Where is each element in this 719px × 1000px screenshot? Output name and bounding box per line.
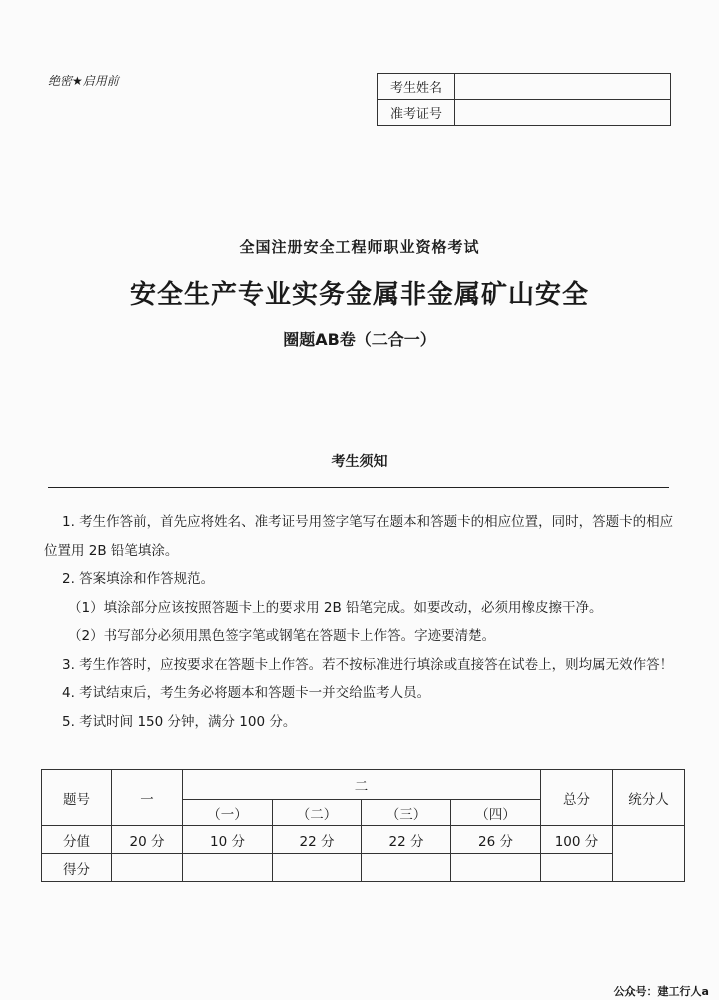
got-cell[interactable]	[183, 854, 273, 882]
got-cell[interactable]	[112, 854, 183, 882]
got-cell[interactable]	[273, 854, 362, 882]
instruction-item: （1）填涂部分应该按照答题卡上的要求用 2B 铅笔完成。如要改动，必须用橡皮擦干净。	[68, 599, 603, 616]
points-row-label: 分值	[42, 826, 112, 854]
paper-subtitle: 圈题AB卷（二合一）	[283, 330, 436, 349]
score-subheader: （二）	[273, 800, 362, 826]
score-subheader: （一）	[183, 800, 273, 826]
score-header-part-one: 一	[112, 770, 183, 826]
confidential-label: 绝密★启用前	[48, 74, 119, 88]
exam-name: 全国注册安全工程师职业资格考试	[239, 238, 480, 256]
scorer-cell[interactable]	[613, 826, 685, 882]
instruction-item: （2）书写部分必须用黑色签字笔或钢笔在答题卡上作答。字迹要清楚。	[68, 628, 496, 644]
got-cell[interactable]	[541, 854, 613, 882]
points-cell: 26 分	[451, 826, 541, 854]
points-cell: 22 分	[362, 826, 451, 854]
instruction-item: 2. 答案填涂和作答规范。	[62, 571, 215, 587]
got-cell[interactable]	[451, 854, 541, 882]
divider	[48, 487, 669, 488]
score-subheader: （四）	[451, 800, 541, 826]
watermark-text: 公众号：建工行人a	[613, 985, 709, 998]
got-cell[interactable]	[362, 854, 451, 882]
admission-number-label: 准考证号	[378, 100, 455, 126]
score-header-scorer: 统分人	[613, 770, 685, 826]
score-header-part-two: 二	[183, 770, 541, 800]
got-row-label: 得分	[42, 854, 112, 882]
points-cell: 100 分	[541, 826, 613, 854]
admission-number-field[interactable]	[455, 100, 671, 126]
instruction-item: 4. 考试结束后，考生务必将题本和答题卡一并交给监考人员。	[62, 685, 431, 701]
points-cell: 22 分	[273, 826, 362, 854]
candidate-info-table	[377, 73, 671, 126]
score-subheader: （三）	[362, 800, 451, 826]
points-cell: 10 分	[183, 826, 273, 854]
points-cell: 20 分	[112, 826, 183, 854]
notice-heading: 考生须知	[331, 454, 388, 470]
candidate-name-label: 考生姓名	[378, 74, 455, 100]
page-title: 安全生产专业实务金属非金属矿山安全	[129, 280, 589, 310]
instruction-item: 3. 考生作答时，应按要求在答题卡上作答。若不按标准进行填涂或直接答在试卷上，则均属无效作答！	[62, 656, 674, 673]
score-table	[41, 769, 685, 882]
candidate-name-field[interactable]	[455, 74, 671, 100]
instructions	[44, 508, 678, 736]
score-header-total: 总分	[541, 770, 613, 826]
score-header-question: 题号	[42, 770, 112, 826]
instruction-item: 5. 考试时间 150 分钟，满分 100 分。	[62, 713, 297, 730]
instruction-item: 1. 考生作答前，首先应将姓名、准考证号用签字笔写在题本和答题卡的相应位置，同时，答题卡的相应位置用 2B 铅笔填涂。	[44, 514, 674, 559]
